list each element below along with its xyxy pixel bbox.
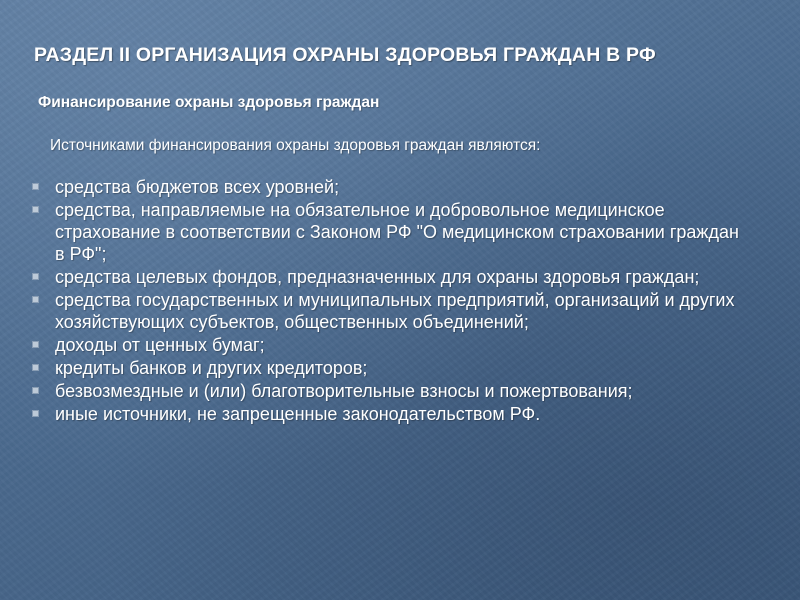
square-bullet-icon: [32, 410, 39, 417]
list-item: [32, 357, 752, 379]
list-item-text: безвозмездные и (или) благотворительные взносы и пожертвования;: [55, 381, 633, 401]
list-item-text: доходы от ценных бумаг;: [55, 335, 265, 355]
list-item-text: средства целевых фондов, предназначенных для охраны здоровья граждан;: [55, 267, 700, 287]
list-item-text: иные источники, не запрещенные законодательством РФ.: [55, 404, 541, 424]
list-item: [32, 266, 752, 288]
slide-subtitle: Финансирование охраны здоровья граждан: [38, 94, 380, 111]
intro-text: Источниками финансирования охраны здоровья граждан являются:: [50, 137, 541, 154]
list-item: [32, 403, 752, 425]
square-bullet-icon: [32, 387, 39, 394]
list-item: [32, 334, 752, 356]
list-item-text: средства государственных и муниципальных предприятий, организаций и других хозяйствующих субъектов, общественных объединений;: [55, 290, 735, 332]
list-item-text: средства бюджетов всех уровней;: [55, 177, 340, 197]
square-bullet-icon: [32, 183, 39, 190]
list-item-text: средства, направляемые на обязательное и добровольное медицинское страхование в соответствии с Законом РФ "О медицинском страховании граждан в РФ";: [55, 200, 739, 264]
square-bullet-icon: [32, 206, 39, 213]
list-item: [32, 176, 752, 198]
square-bullet-icon: [32, 364, 39, 371]
square-bullet-icon: [32, 296, 39, 303]
list-item-text: кредиты банков и других кредиторов;: [55, 358, 368, 378]
list-item: [32, 289, 752, 333]
list-item: [32, 380, 752, 402]
list-item: [32, 199, 752, 265]
slide-title: РАЗДЕЛ II ОРГАНИЗАЦИЯ ОХРАНЫ ЗДОРОВЬЯ ГРАЖДАН В РФ: [34, 44, 656, 66]
square-bullet-icon: [32, 341, 39, 348]
funding-sources-list: [32, 176, 752, 426]
square-bullet-icon: [32, 273, 39, 280]
